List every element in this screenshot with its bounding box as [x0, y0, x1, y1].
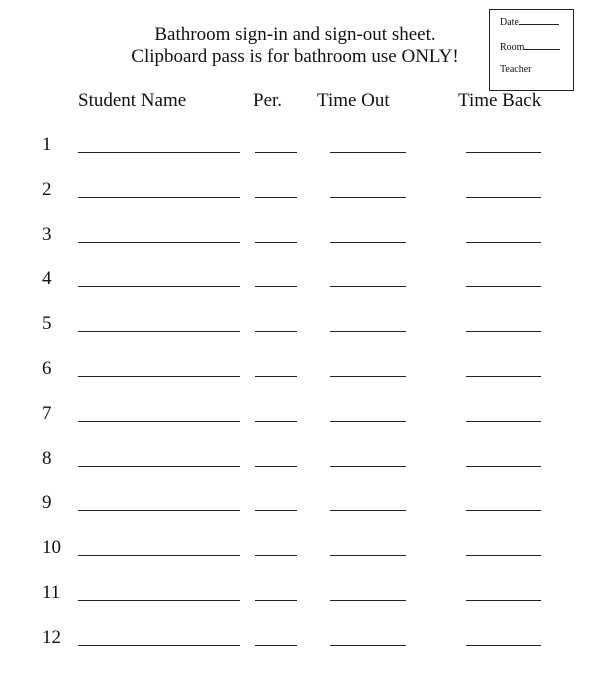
title-line-2: Clipboard pass is for bathroom use ONLY! — [131, 46, 459, 67]
time-back-blank — [466, 555, 541, 556]
period-blank — [255, 555, 297, 556]
period-blank — [255, 600, 297, 601]
info-box — [489, 9, 574, 91]
period-blank — [255, 510, 297, 511]
time-back-blank — [466, 421, 541, 422]
room-field — [500, 40, 560, 54]
row-number: 1 — [42, 134, 52, 155]
row-number: 7 — [42, 402, 52, 424]
row-number: 9 — [42, 492, 52, 514]
room-label: Room — [500, 42, 525, 53]
period-blank — [255, 376, 297, 377]
period-blank — [255, 466, 297, 467]
column-header-period: Per. — [253, 90, 283, 111]
row-number: 2 — [42, 178, 52, 200]
title-line-1: Bathroom sign-in and sign-out sheet. — [154, 24, 436, 45]
period-blank — [255, 645, 297, 646]
column-header-time-out: Time Out — [317, 90, 390, 111]
period-blank — [255, 331, 297, 332]
time-back-blank — [466, 152, 541, 153]
student-name-blank — [78, 286, 240, 287]
time-out-blank — [330, 376, 406, 377]
period-blank — [255, 242, 297, 243]
student-name-blank — [78, 510, 240, 511]
time-out-blank — [330, 466, 406, 467]
time-back-blank — [466, 331, 541, 332]
time-back-blank — [466, 197, 541, 198]
time-back-blank — [466, 510, 541, 511]
row-number: 10 — [42, 537, 61, 559]
time-back-blank — [466, 466, 541, 467]
time-out-blank — [330, 510, 406, 511]
student-name-blank — [78, 376, 240, 377]
row-number: 6 — [42, 358, 52, 379]
student-name-blank — [78, 466, 240, 467]
row-number: 4 — [42, 268, 52, 290]
row-number: 3 — [42, 223, 52, 245]
teacher-label: Teacher — [500, 64, 532, 75]
row-number: 11 — [42, 582, 61, 603]
time-back-blank — [466, 600, 541, 601]
date-field — [500, 15, 559, 29]
time-out-blank — [330, 197, 406, 198]
student-name-blank — [78, 600, 240, 601]
row-number: 12 — [42, 626, 61, 648]
period-blank — [255, 197, 297, 198]
period-blank — [255, 286, 297, 287]
student-name-blank — [78, 152, 240, 153]
period-blank — [255, 152, 297, 153]
time-back-blank — [466, 242, 541, 243]
time-out-blank — [330, 600, 406, 601]
time-out-blank — [330, 152, 406, 153]
time-out-blank — [330, 421, 406, 422]
time-out-blank — [330, 242, 406, 243]
student-name-blank — [78, 242, 240, 243]
student-name-blank — [78, 197, 240, 198]
period-blank — [255, 421, 297, 422]
date-blank-line — [519, 15, 559, 25]
time-out-blank — [330, 331, 406, 332]
student-name-blank — [78, 555, 240, 556]
row-number: 5 — [42, 313, 52, 335]
student-name-blank — [78, 645, 240, 646]
row-number: 8 — [42, 447, 52, 469]
time-back-blank — [466, 645, 541, 646]
time-out-blank — [330, 555, 406, 556]
time-out-blank — [330, 286, 406, 287]
sheet-title — [95, 24, 495, 68]
room-blank-line — [524, 40, 560, 50]
student-name-blank — [78, 421, 240, 422]
student-name-blank — [78, 331, 240, 332]
time-out-blank — [330, 645, 406, 646]
time-back-blank — [466, 286, 541, 287]
date-label: Date — [500, 17, 519, 28]
column-header-time-back: Time Back — [458, 90, 542, 111]
column-header-student-name: Student Name — [78, 90, 187, 111]
teacher-field — [500, 64, 532, 76]
time-back-blank — [466, 376, 541, 377]
